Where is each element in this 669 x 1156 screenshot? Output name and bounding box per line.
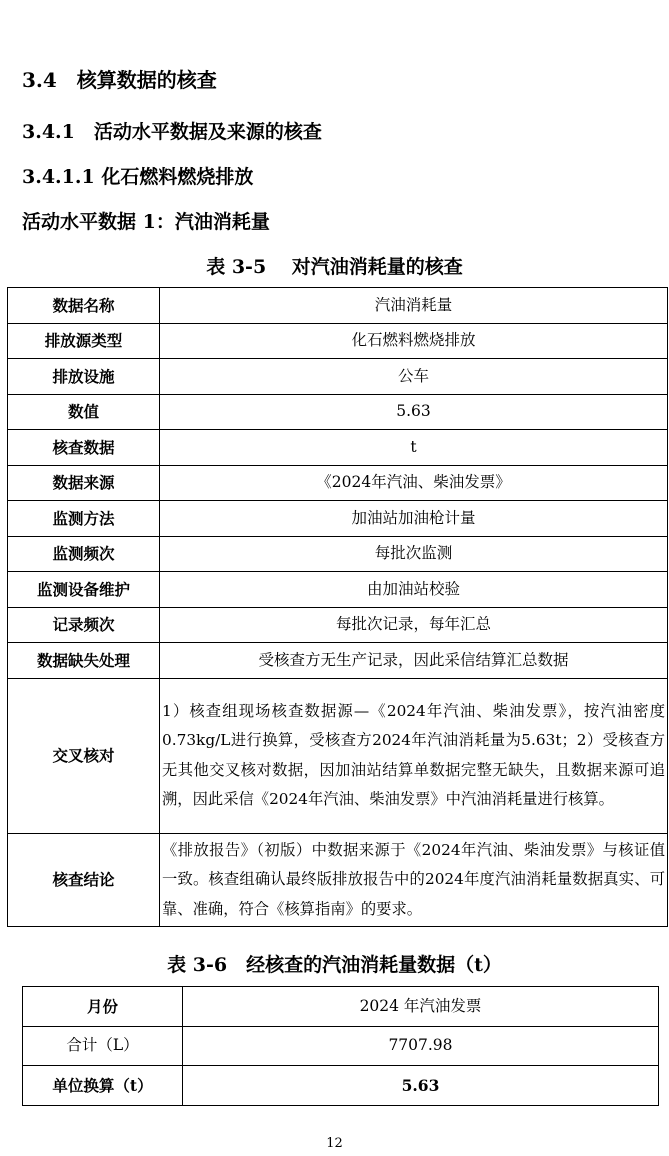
conclusion-row xyxy=(8,833,668,927)
section-heading-3-4-1: 3.4.1 活动水平数据及来源的核查 xyxy=(22,121,322,143)
table-header-row xyxy=(23,987,659,1027)
table-3-6-caption: 表 3-6 经核查的汽油消耗量数据（t） xyxy=(167,954,502,976)
table-row xyxy=(8,536,668,572)
row-label: 数据名称 xyxy=(8,288,160,324)
total-label: 合计（L） xyxy=(23,1026,183,1066)
table-3-5-caption: 表 3-5 对汽油消耗量的核查 xyxy=(206,256,463,278)
table-row xyxy=(8,501,668,537)
row-label: 数据来源 xyxy=(8,465,160,501)
row-value: 化石燃料燃烧排放 xyxy=(160,323,668,359)
table-row xyxy=(8,430,668,466)
row-value: 由加油站校验 xyxy=(160,572,668,608)
row-value: 汽油消耗量 xyxy=(160,288,668,324)
table-row xyxy=(8,323,668,359)
gasoline-verification-table xyxy=(7,287,668,927)
table-row xyxy=(8,465,668,501)
section-heading-3-4-1-1: 3.4.1.1 化石燃料燃烧排放 xyxy=(22,166,254,188)
conclusion-label: 核查结论 xyxy=(8,833,160,927)
total-value: 7707.98 xyxy=(183,1026,659,1066)
row-value: 受核查方无生产记录，因此采信结算汇总数据 xyxy=(160,643,668,679)
row-label: 排放设施 xyxy=(8,359,160,395)
cross-check-label: 交叉核对 xyxy=(8,678,160,833)
row-value: 5.63 xyxy=(160,394,668,430)
converted-label: 单位换算（t） xyxy=(23,1066,183,1106)
page-number: 12 xyxy=(326,1136,343,1151)
activity-data-heading: 活动水平数据 1：汽油消耗量 xyxy=(22,211,270,233)
row-label: 监测设备维护 xyxy=(8,572,160,608)
cross-check-text: 1）核查组现场核查数据源—《2024年汽油、柴油发票》，按汽油密度0.73kg/L进行换算，受核查方2024年汽油消耗量为5.63t；2）受核查方无其他交叉核对数据，因加油站结算单数据完整无缺失，且数据来源可追溯，因此采信《2024年汽油、柴油发票》中汽油消耗量进行核算。 xyxy=(160,678,668,833)
invoice-header: 2024 年汽油发票 xyxy=(183,987,659,1027)
table-row xyxy=(23,1026,659,1066)
row-value: 每批次监测 xyxy=(160,536,668,572)
row-label: 数值 xyxy=(8,394,160,430)
row-value: 《2024年汽油、柴油发票》 xyxy=(160,465,668,501)
section-heading-3-4: 3.4 核算数据的核查 xyxy=(22,68,217,92)
table-row xyxy=(8,288,668,324)
verified-gasoline-table xyxy=(22,986,659,1106)
row-value: t xyxy=(160,430,668,466)
table-row xyxy=(8,607,668,643)
table-row xyxy=(8,359,668,395)
row-label: 记录频次 xyxy=(8,607,160,643)
row-label: 监测频次 xyxy=(8,536,160,572)
table-row xyxy=(8,643,668,679)
row-label: 数据缺失处理 xyxy=(8,643,160,679)
table-row xyxy=(23,1066,659,1106)
table-row xyxy=(8,394,668,430)
cross-check-row xyxy=(8,678,668,833)
row-label: 排放源类型 xyxy=(8,323,160,359)
row-value: 公车 xyxy=(160,359,668,395)
table-row xyxy=(8,572,668,608)
converted-value: 5.63 xyxy=(183,1066,659,1106)
month-header: 月份 xyxy=(23,987,183,1027)
row-value: 每批次记录，每年汇总 xyxy=(160,607,668,643)
row-value: 加油站加油枪计量 xyxy=(160,501,668,537)
row-label: 核查数据 xyxy=(8,430,160,466)
row-label: 监测方法 xyxy=(8,501,160,537)
conclusion-text: 《排放报告》（初版）中数据来源于《2024年汽油、柴油发票》与核证值一致。核查组确认最终版排放报告中的2024年度汽油消耗量数据真实、可靠、准确，符合《核算指南》的要求。 xyxy=(160,833,668,927)
